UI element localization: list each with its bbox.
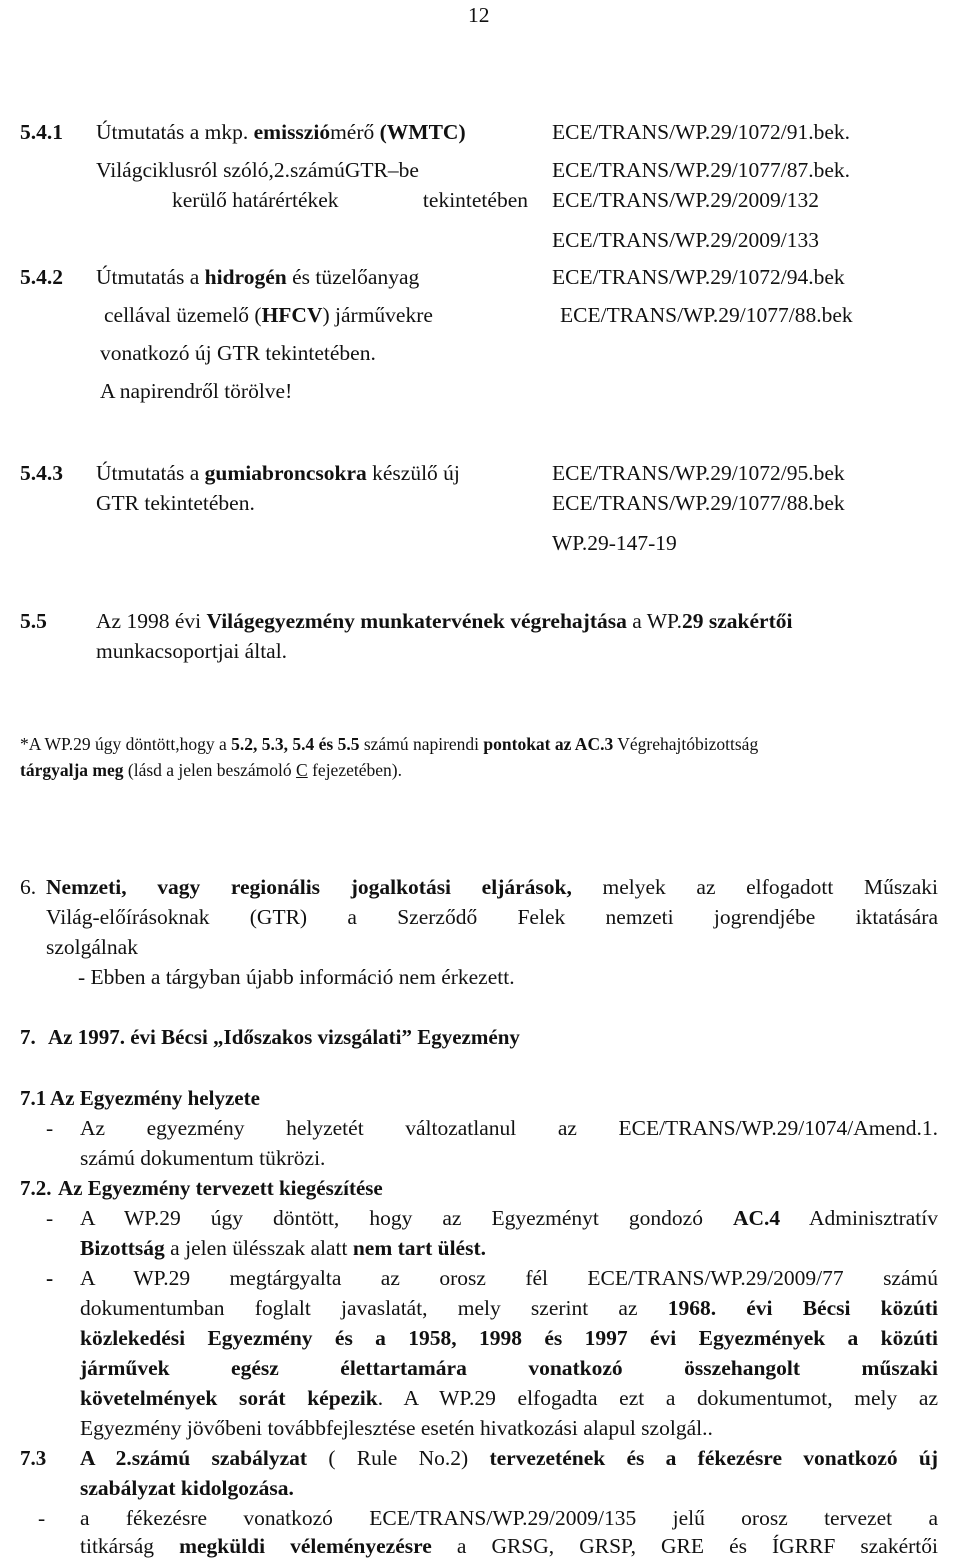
section-text-line: A WP.29 úgy döntött, hogy az Egyezményt gondozó AC.4 Adminisztratív [80, 1206, 939, 1230]
item-text-line: Útmutatás a mkp. emissziómérő (WMTC) [96, 120, 466, 144]
document-reference: WP.29-147-19 [552, 531, 677, 555]
section-text-line: járművek egész élettartamára vonatkozó összehangolt műszaki [80, 1356, 938, 1380]
item-text-line: Útmutatás a hidrogén és tüzelőanyag [96, 265, 420, 289]
section-text-line: A 2.számú szabályzat ( Rule No.2) tervezetének és a fékezésre vonatkozó új [80, 1446, 939, 1470]
section-text-line: szolgálnak [46, 935, 138, 959]
section-text-line: Nemzeti, vagy regionális jogalkotási eljárások, melyek az elfogadott Műszaki [46, 875, 938, 899]
note-line: tárgyalja meg (lásd a jelen beszámoló C fejezetében). [20, 760, 402, 780]
note-line: *A WP.29 úgy döntött,hogy a 5.2, 5.3, 5.4 és 5.5 számú napirendi pontokat az AC.3 Végrehajtóbizottság [20, 734, 759, 754]
section-text-line: Világ-előírásoknak (GTR) a Szerződő Felek nemzeti jogrendjébe iktatására [46, 905, 938, 929]
section-number: 7. [20, 1025, 36, 1049]
document-reference: ECE/TRANS/WP.29/1077/87.bek. [552, 158, 851, 182]
item-text-line: vonatkozó új GTR tekintetében. [100, 341, 376, 365]
item-number: 5.4.3 [20, 461, 63, 485]
section-text-line: Az egyezmény helyzetét változatlanul az ECE/TRANS/WP.29/1074/Amend.1. [80, 1116, 938, 1140]
section-text-line: szabályzat kidolgozása. [80, 1476, 294, 1500]
document-reference: ECE/TRANS/WP.29/1072/91.bek. [552, 120, 851, 144]
item-number: 5.4.2 [20, 265, 63, 289]
document-reference: ECE/TRANS/WP.29/1072/94.bek [552, 265, 845, 289]
item-text-line: GTR tekintetében. [96, 491, 255, 515]
item-text-line: cellával üzemelő (HFCV) járművekre [104, 303, 433, 327]
section-number: 7.2. [20, 1176, 52, 1200]
section-number: 6. [20, 875, 37, 899]
section-title: Az Egyezmény tervezett kiegészítése [58, 1176, 383, 1200]
bullet-dash: - [46, 1116, 54, 1140]
document-reference: ECE/TRANS/WP.29/1077/88.bek [552, 491, 845, 515]
section-text-line: számú dokumentum tükrözi. [80, 1146, 326, 1170]
bullet-dash: - [46, 1206, 54, 1230]
section-text-line: követelmények sorát képezik. A WP.29 elfogadta ezt a dokumentumot, mely az [80, 1386, 938, 1410]
section-text-line: a fékezésre vonatkozó ECE/TRANS/WP.29/2009/135 jelű orosz tervezet a [80, 1506, 938, 1530]
item-text-line: Világciklusról szóló,2.számúGTR–be [96, 158, 419, 182]
section-text-line: Egyezmény jövőbeni továbbfejlesztése esetén hivatkozási alapul szolgál.. [80, 1416, 713, 1440]
section-text-line: dokumentumban foglalt javaslatát, mely szerint az 1968. évi Bécsi közúti [80, 1296, 938, 1320]
item-text-line: munkacsoportjai által. [96, 639, 288, 663]
document-reference: ECE/TRANS/WP.29/1077/88.bek [560, 303, 853, 327]
item-number: 5.5 [20, 609, 47, 633]
section-text-line: közlekedési Egyezmény és a 1958, 1998 és 1997 évi Egyezmények a közúti [80, 1326, 938, 1350]
section-title: Az 1997. évi Bécsi „Időszakos vizsgálati” Egyezmény [48, 1025, 520, 1049]
section-text-line: titkárság megküldi véleményezésre a GRSG, GRSP, GRE és ÍGRRF szakértői [80, 1534, 938, 1558]
section-number: 7.3 [20, 1446, 47, 1470]
section-number: 7.1 [20, 1086, 47, 1110]
page-number: 12 [468, 3, 490, 27]
document-reference: ECE/TRANS/WP.29/2009/132 [552, 188, 819, 212]
section-title: Az Egyezmény helyzete [50, 1086, 260, 1110]
document-reference: ECE/TRANS/WP.29/2009/133 [552, 228, 819, 252]
bullet-dash: - [46, 1266, 54, 1290]
document-reference: ECE/TRANS/WP.29/1072/95.bek [552, 461, 845, 485]
item-text-line: Az 1998 évi Világegyezmény munkatervének végrehajtása a WP.29 szakértői [96, 609, 793, 633]
item-number: 5.4.1 [20, 120, 63, 144]
bullet-dash: - [38, 1506, 46, 1530]
section-text-line: A WP.29 megtárgyalta az orosz fél ECE/TRANS/WP.29/2009/77 számú [80, 1266, 938, 1290]
section-text-line: Bizottság a jelen ülésszak alatt nem tart ülést. [80, 1236, 486, 1260]
item-text-line: Útmutatás a gumiabroncsokra készülő új [96, 461, 460, 485]
item-text-line: kerülő határértékek tekintetében [172, 188, 528, 212]
section-text-line: - Ebben a tárgyban újabb információ nem érkezett. [78, 965, 515, 989]
item-status: A napirendről törölve! [100, 379, 293, 403]
